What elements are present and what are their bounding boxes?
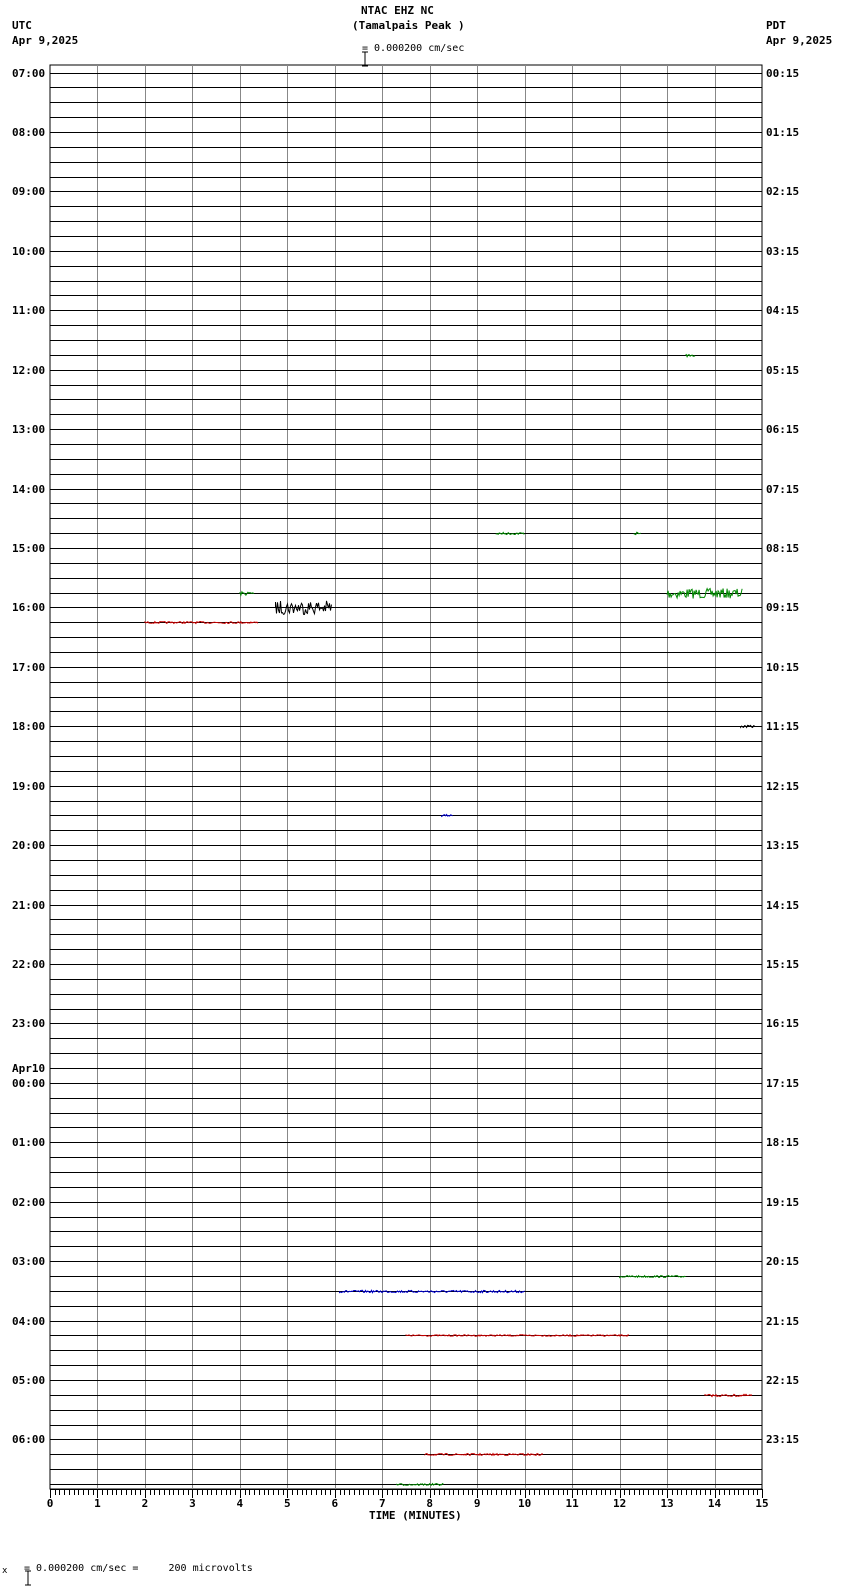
x-tick-label: 0 (46, 1497, 54, 1510)
pdt-hour-label: 13:15 (766, 839, 800, 852)
pdt-hour-label: 11:15 (766, 720, 800, 733)
utc-hour-label: 15:00 (12, 542, 46, 555)
utc-hour-label: 05:00 (12, 1374, 46, 1387)
x-tick-label: 12 (612, 1497, 627, 1510)
footer-prefix: x (2, 1566, 8, 1576)
utc-hour-label: 10:00 (12, 245, 46, 258)
pdt-hour-label: 02:15 (766, 185, 800, 198)
footer-scale-icon (10, 1557, 20, 1573)
x-tick-label: 5 (284, 1497, 291, 1510)
utc-hour-label: 14:00 (12, 483, 46, 496)
x-tick-label: 4 (236, 1497, 244, 1510)
pdt-date: Apr 9,2025 (766, 34, 833, 47)
utc-hour-label: 21:00 (12, 899, 46, 912)
pdt-hour-label: 22:15 (766, 1374, 800, 1387)
utc-hour-label: 06:00 (12, 1433, 46, 1446)
pdt-hour-label: 23:15 (766, 1433, 800, 1446)
x-tick-label: 2 (141, 1497, 149, 1510)
utc-hour-label: 13:00 (12, 423, 46, 436)
pdt-hour-label: 08:15 (766, 542, 800, 555)
pdt-hour-label: 05:15 (766, 364, 800, 377)
utc-hour-label: 17:00 (12, 661, 46, 674)
x-tick-label: 13 (660, 1497, 674, 1510)
utc-hour-label: 01:00 (12, 1136, 46, 1149)
utc-hour-label: 19:00 (12, 780, 46, 793)
x-tick-label: 15 (755, 1497, 769, 1510)
utc-date: Apr 9,2025 (12, 34, 79, 47)
utc-hour-label: 20:00 (12, 839, 46, 852)
pdt-hour-label: 10:15 (766, 661, 800, 674)
x-tick-label: 9 (473, 1497, 481, 1510)
utc-hour-label: 08:00 (12, 126, 46, 139)
utc-timezone: UTC (12, 19, 32, 32)
utc-date-change: Apr10 (12, 1062, 46, 1075)
x-tick-label: 3 (189, 1497, 196, 1510)
seismic-event (442, 815, 453, 817)
pdt-hour-label: 06:15 (766, 423, 800, 436)
station-location: (Tamalpais Peak ) (352, 19, 465, 32)
pdt-hour-label: 18:15 (766, 1136, 800, 1149)
pdt-hour-label: 12:15 (766, 780, 800, 793)
utc-hour-label: 23:00 (12, 1017, 46, 1030)
seismic-event (340, 1290, 525, 1292)
pdt-hour-label: 21:15 (766, 1315, 800, 1328)
utc-hour-label: 02:00 (12, 1196, 46, 1209)
station-title: NTAC EHZ NC (361, 4, 434, 17)
utc-hour-label: 04:00 (12, 1315, 46, 1328)
utc-hour-label: 16:00 (12, 601, 46, 614)
pdt-hour-label: 07:15 (766, 483, 800, 496)
utc-hour-label: 07:00 (12, 67, 46, 80)
x-tick-label: 6 (331, 1497, 339, 1510)
pdt-hour-label: 04:15 (766, 304, 800, 317)
x-tick-label: 1 (94, 1497, 101, 1510)
utc-hour-label: 00:00 (12, 1077, 46, 1090)
x-tick-label: 7 (378, 1497, 386, 1510)
x-tick-label: 8 (426, 1497, 434, 1510)
pdt-hour-label: 20:15 (766, 1255, 800, 1268)
scale-label: = 0.000200 cm/sec (362, 43, 465, 54)
utc-hour-label: 09:00 (12, 185, 46, 198)
pdt-hour-label: 09:15 (766, 601, 800, 614)
x-axis-label: TIME (MINUTES) (369, 1509, 462, 1522)
x-tick-label: 10 (518, 1497, 532, 1510)
pdt-hour-label: 16:15 (766, 1017, 800, 1030)
pdt-hour-label: 17:15 (766, 1077, 800, 1090)
footer-scale-label: = 0.000200 cm/sec = 200 microvolts (24, 1563, 253, 1574)
pdt-hour-label: 00:15 (766, 67, 800, 80)
pdt-hour-label: 15:15 (766, 958, 800, 971)
plot-frame (50, 65, 762, 1489)
utc-hour-label: 22:00 (12, 958, 46, 971)
x-tick-label: 11 (565, 1497, 579, 1510)
pdt-timezone: PDT (766, 19, 786, 32)
pdt-hour-label: 19:15 (766, 1196, 800, 1209)
pdt-hour-label: 01:15 (766, 126, 800, 139)
utc-hour-label: 18:00 (12, 720, 46, 733)
utc-hour-label: 12:00 (12, 364, 46, 377)
utc-hour-label: 03:00 (12, 1255, 46, 1268)
x-tick-label: 14 (707, 1497, 722, 1510)
pdt-hour-label: 14:15 (766, 899, 800, 912)
utc-hour-label: 11:00 (12, 304, 46, 317)
pdt-hour-label: 03:15 (766, 245, 800, 258)
